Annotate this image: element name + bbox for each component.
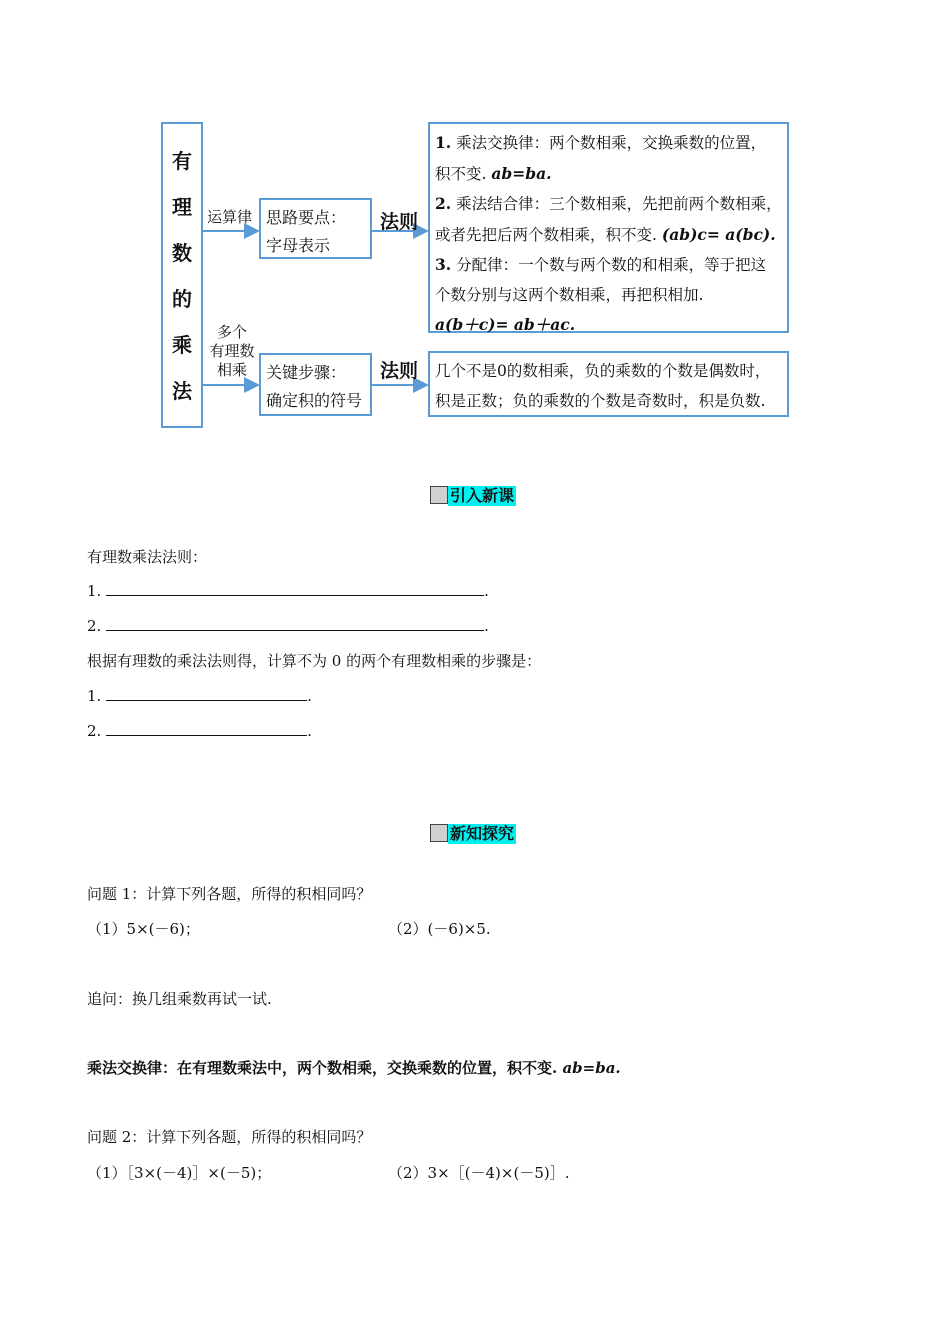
follow-up: 追问：换几组乘数再试一试. [87,990,272,1008]
key-steps-box: 关键步骤： 确定积的符号 [259,353,372,416]
question-2-part-a: （1）［3×(－4)］×(－5)； [87,1164,272,1182]
intro-text: 有理数乘法法则： [87,548,208,566]
sign-rule-box: 几个不是0的数相乘，负的乘数的个数是偶数时， 积是正数；负的乘数的个数是奇数时，积是负数. [428,351,789,417]
law-line: 积不变. ab=ba. [435,163,552,183]
law-line: a(b＋c)= ab＋ac. [435,315,576,334]
question-2-part-b: （2）3×［(－4)×(－5)］. [388,1164,570,1182]
law-line: 3. 分配律：一个数与两个数的和相乘，等于把这 [435,255,767,274]
rule-label-2: 法则 [380,360,419,382]
law-line: 2. 乘法结合律：三个数相乘，先把前两个数相乘， [435,194,782,213]
question-2: 问题 2：计算下列各题，所得的积相同吗？ [87,1128,372,1146]
diagram-title: 有 理 数 的 乘 法 [172,149,192,403]
branch2-label: 多个 有理数 相乘 [209,323,255,379]
law-line: 个数分别与这两个数相乘，再把积相加. [435,285,704,304]
step-line-1[interactable]: 1. . [87,687,312,705]
question-1: 问题 1：计算下列各题，所得的积相同吗？ [87,885,372,903]
laws-box [428,122,789,333]
section-heading-explore: 新知探究 [430,824,516,844]
step-line-2[interactable]: 2. . [87,722,312,740]
section-heading-intro: 引入新课 [430,486,516,506]
question-1-part-a: （1）5×(－6)； [87,920,200,938]
fill-line-1[interactable]: 1. . [87,582,489,600]
steps-intro: 根据有理数的乘法法则得，计算不为 0 的两个有理数相乘的步骤是： [87,652,542,670]
commutative-law: 乘法交换律：在有理数乘法中，两个数相乘，交换乘数的位置，积不变. ab=ba. [87,1059,621,1077]
law-line: 或者先把后两个数相乘，积不变. (ab)c= a(bc). [435,224,776,244]
rule-label-1: 法则 [380,211,419,233]
key-points-box: 思路要点： 字母表示 [259,198,372,259]
branch1-label: 运算律 [207,208,253,226]
question-1-part-b: （2）(－6)×5. [388,920,491,938]
fill-line-2[interactable]: 2. . [87,617,489,635]
law-line: 1. 乘法交换律：两个数相乘，交换乘数的位置， [435,133,767,152]
